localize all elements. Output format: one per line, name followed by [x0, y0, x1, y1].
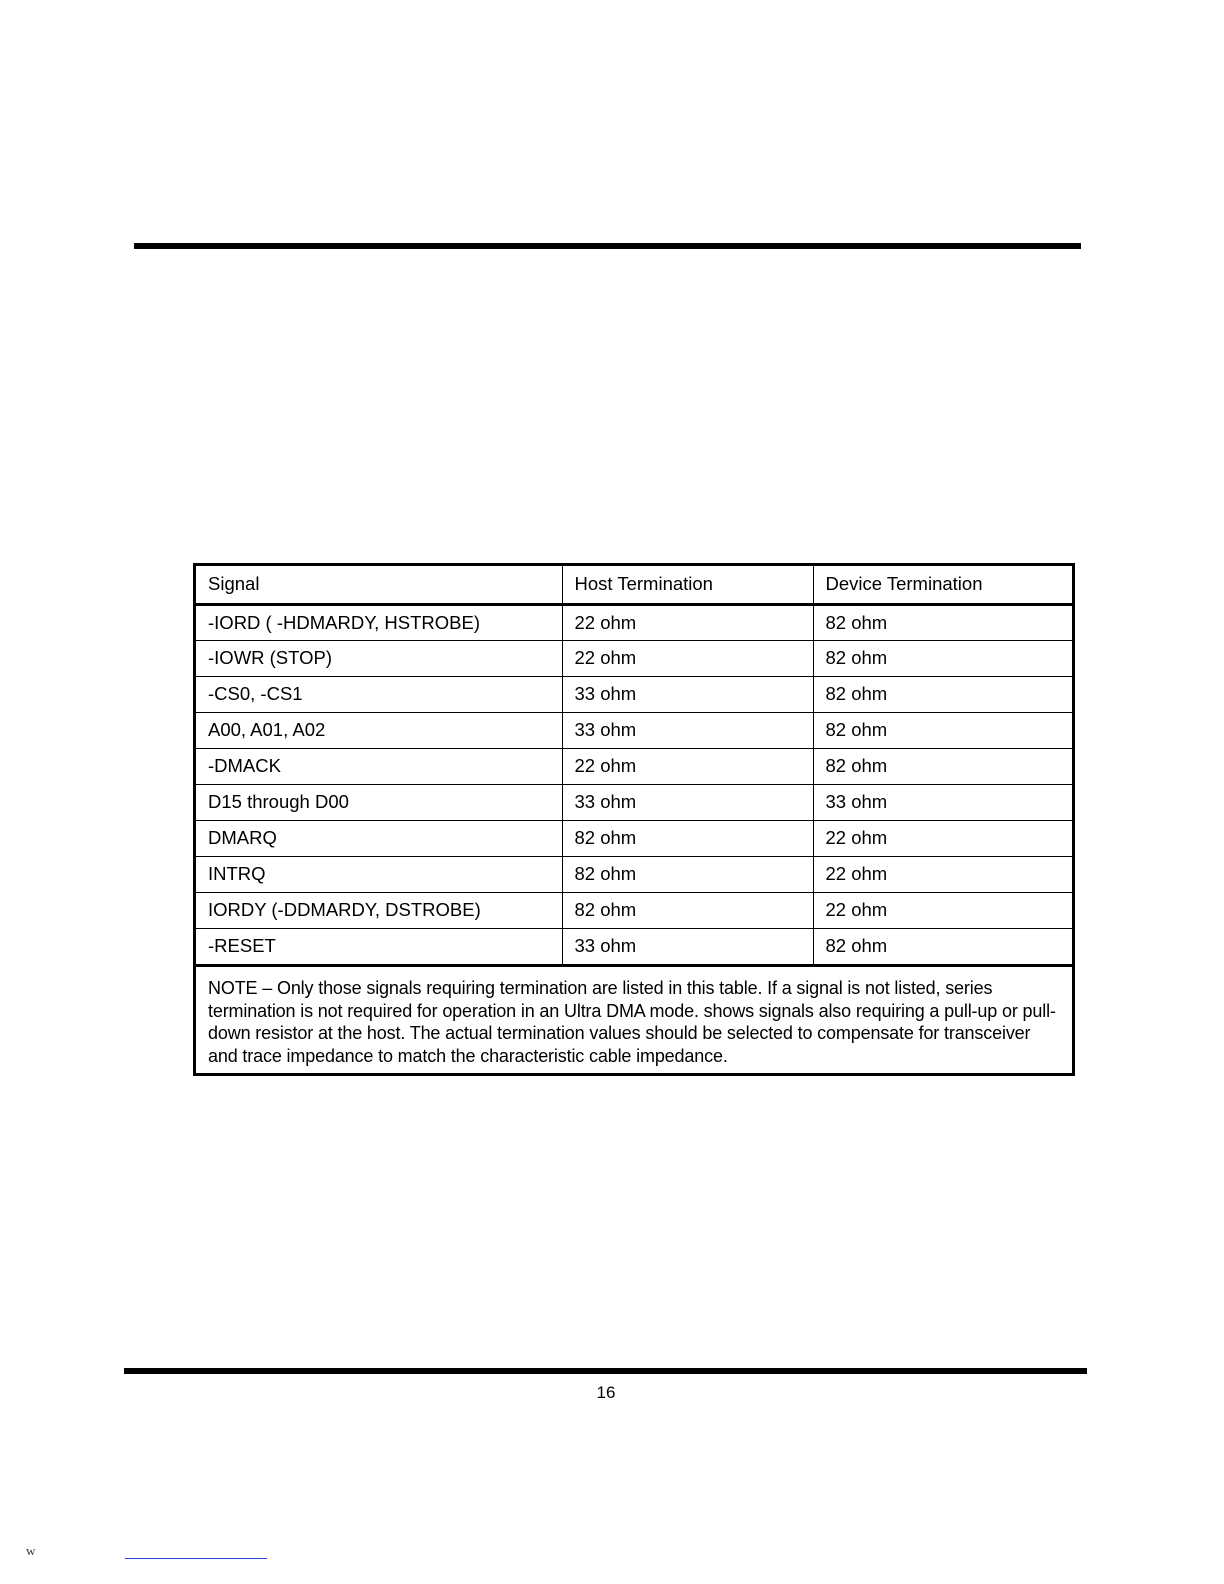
host-termination-cell: 82 ohm	[562, 856, 813, 892]
table-row	[196, 928, 1072, 964]
header-signal: Signal	[196, 566, 562, 604]
signal-cell: -RESET	[196, 928, 562, 964]
device-termination-cell: 82 ohm	[813, 712, 1072, 748]
table-note: NOTE – Only those signals requiring termination are listed in this table. If a signal is not listed, series termination is not required for operation in an Ultra DMA mode. shows signals also requiring a pull-up or pull-down resistor at the host. The actual termination values should be selected to compensate for transceiver and trace impedance to match the characteristic cable impedance.	[196, 964, 1072, 1073]
header-rule	[134, 243, 1081, 249]
host-termination-cell: 33 ohm	[562, 676, 813, 712]
signal-cell: DMARQ	[196, 820, 562, 856]
device-termination-cell: 22 ohm	[813, 856, 1072, 892]
table-row	[196, 856, 1072, 892]
host-termination-cell: 22 ohm	[562, 640, 813, 676]
device-termination-cell: 82 ohm	[813, 928, 1072, 964]
footer-mark: w	[26, 1543, 36, 1558]
table-row	[196, 640, 1072, 676]
host-termination-cell: 33 ohm	[562, 928, 813, 964]
header-device-termination: Device Termination	[813, 566, 1072, 604]
host-termination-cell: 22 ohm	[562, 748, 813, 784]
signal-cell: IORDY (-DDMARDY, DSTROBE)	[196, 892, 562, 928]
signal-cell: -IORD ( -HDMARDY, HSTROBE)	[196, 604, 562, 640]
table-row	[196, 676, 1072, 712]
device-termination-cell: 22 ohm	[813, 820, 1072, 856]
signal-cell: -DMACK	[196, 748, 562, 784]
device-termination-cell: 82 ohm	[813, 640, 1072, 676]
table-row	[196, 604, 1072, 640]
termination-table	[193, 563, 1075, 1076]
host-termination-cell: 33 ohm	[562, 784, 813, 820]
device-termination-cell: 82 ohm	[813, 604, 1072, 640]
signal-cell: -CS0, -CS1	[196, 676, 562, 712]
device-termination-cell: 22 ohm	[813, 892, 1072, 928]
signal-cell: A00, A01, A02	[196, 712, 562, 748]
table-row	[196, 748, 1072, 784]
signal-cell: -IOWR (STOP)	[196, 640, 562, 676]
device-termination-cell: 82 ohm	[813, 748, 1072, 784]
device-termination-cell: 82 ohm	[813, 676, 1072, 712]
footer-rule	[124, 1368, 1087, 1374]
table-row	[196, 784, 1072, 820]
device-termination-cell: 33 ohm	[813, 784, 1072, 820]
table-header-row	[196, 566, 1072, 604]
page-number: 16	[596, 1383, 616, 1402]
footer-link-underline[interactable]	[125, 1558, 267, 1559]
host-termination-cell: 82 ohm	[562, 892, 813, 928]
table-row	[196, 892, 1072, 928]
signal-cell: D15 through D00	[196, 784, 562, 820]
table-row	[196, 712, 1072, 748]
host-termination-cell: 82 ohm	[562, 820, 813, 856]
table-row	[196, 820, 1072, 856]
host-termination-cell: 33 ohm	[562, 712, 813, 748]
termination-grid	[196, 566, 1072, 964]
signal-cell: INTRQ	[196, 856, 562, 892]
header-host-termination: Host Termination	[562, 566, 813, 604]
host-termination-cell: 22 ohm	[562, 604, 813, 640]
